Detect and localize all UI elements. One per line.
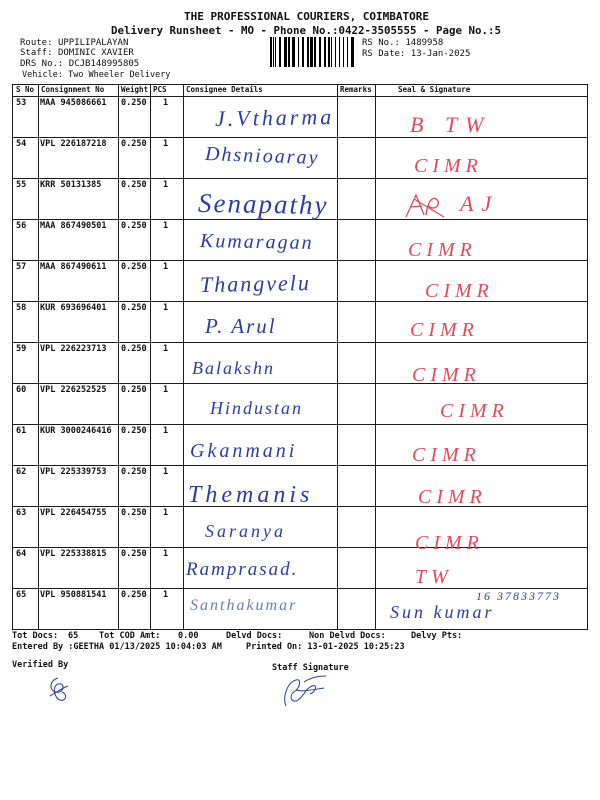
signature-cell — [375, 507, 587, 554]
consignment-no-cell: MAA 945086661 — [38, 97, 118, 137]
receiver-signature: CIMR — [408, 239, 477, 261]
company-title: THE PROFESSIONAL COURIERS, COIMBATORE — [184, 10, 430, 23]
barcode-bar — [307, 37, 309, 67]
column-header-weight: Weight — [118, 85, 150, 96]
signature-cell — [375, 220, 587, 260]
weight-cell: 0.250 — [118, 343, 150, 383]
pcs-cell: 1 — [150, 343, 183, 383]
table-row — [13, 383, 587, 424]
receiver-phone-note: 16 37833773 — [476, 589, 561, 603]
rs-date-label: RS Date: — [362, 49, 406, 59]
remarks-cell — [337, 466, 375, 506]
receiver-signature: CIMR — [415, 532, 484, 554]
consignee-name: Gkanmani — [190, 440, 298, 462]
rs-date-value: 13-Jan-2025 — [410, 49, 471, 59]
tot-docs-value: 65 — [68, 631, 79, 641]
table-row — [13, 260, 587, 301]
consignment-no-cell: VPL 226223713 — [38, 343, 118, 383]
receiver-signature: CIMR — [418, 486, 487, 508]
consignee-cell — [183, 589, 337, 629]
route-value: UPPILIPALAYAN — [57, 38, 129, 48]
entered-by: Entered By :GEETHA 01/13/2025 10:04:03 AM — [12, 642, 222, 652]
delvd-docs-label: Delvd Docs: — [226, 631, 283, 641]
table-row — [13, 178, 587, 219]
verified-by-label: Verified By — [12, 660, 69, 670]
rs-no-label: RS No.: — [362, 38, 400, 48]
staff-signature-label: Staff Signature — [272, 663, 349, 673]
consignee-name: Saranya — [205, 521, 286, 541]
weight-cell: 0.250 — [118, 507, 150, 547]
barcode-bar — [319, 37, 321, 67]
pcs-cell: 1 — [150, 302, 183, 342]
barcode-bar — [324, 37, 326, 67]
staff-value: DOMINIC XAVIER — [57, 48, 134, 58]
signature-cell — [375, 261, 587, 301]
table-row — [13, 424, 587, 465]
weight-cell: 0.250 — [118, 138, 150, 178]
column-header-pcs: PCS — [150, 85, 183, 96]
sno-cell: 63 — [16, 508, 27, 518]
pcs-cell: 1 — [150, 589, 183, 629]
remarks-cell — [337, 261, 375, 301]
barcode-bar — [284, 37, 287, 67]
sno-cell: 53 — [16, 98, 27, 108]
weight-cell: 0.250 — [118, 589, 150, 629]
barcode-bar — [273, 37, 274, 67]
table-row — [13, 342, 587, 386]
barcode-bar — [279, 37, 281, 67]
signature-cell — [375, 97, 587, 137]
rs-no-value: 1489958 — [405, 38, 444, 48]
barcode-bar — [339, 37, 340, 67]
remarks-cell — [337, 179, 375, 219]
pcs-cell: 1 — [150, 466, 183, 506]
barcode-bar — [335, 37, 336, 67]
consignment-no-cell: VPL 225338815 — [38, 548, 118, 588]
table-row — [13, 219, 587, 260]
receiver-signature: CIMR — [412, 364, 481, 386]
barcode-bar — [288, 37, 290, 67]
receiver-signature: B TW — [410, 112, 492, 137]
pcs-cell: 1 — [150, 179, 183, 219]
weight-cell: 0.250 — [118, 548, 150, 588]
consignment-no-cell: VPL 950881541 — [38, 589, 118, 629]
sno-cell: 64 — [16, 549, 27, 559]
barcode-bar — [310, 37, 313, 67]
pcs-cell: 1 — [150, 507, 183, 547]
consignee-cell — [183, 220, 337, 260]
consignment-no-cell: VPL 226252525 — [38, 384, 118, 424]
receiver-signature: CIMR — [440, 400, 509, 422]
staff-signature — [276, 670, 330, 710]
remarks-cell — [337, 97, 375, 137]
non-delvd-docs-label: Non Delvd Docs: — [309, 631, 386, 641]
remarks-cell — [337, 507, 375, 547]
drs-label: DRS No.: — [20, 59, 64, 69]
table-row — [13, 137, 587, 178]
barcode — [270, 37, 356, 67]
receiver-signature: TW — [415, 566, 453, 588]
barcode-bar — [275, 37, 276, 67]
signature-cell — [375, 138, 587, 178]
signature-cell — [375, 302, 587, 342]
table-row — [13, 465, 587, 506]
signature-cell — [375, 343, 587, 386]
sno-cell: 59 — [16, 344, 27, 354]
barcode-bar — [351, 37, 354, 67]
table-row — [13, 301, 587, 342]
barcode-bar — [270, 37, 272, 67]
table-row — [13, 96, 587, 137]
tot-cod-label: Tot COD Amt: — [99, 631, 161, 641]
consignment-no-cell: KRR 50131385 — [38, 179, 118, 219]
sno-cell: 54 — [16, 139, 27, 149]
consignee-cell — [183, 384, 337, 424]
consignee-cell — [183, 343, 337, 383]
column-header-signature: Seal & Signature — [375, 85, 587, 96]
weight-cell: 0.250 — [118, 425, 150, 465]
receiver-signature: AJ — [460, 191, 500, 216]
signature-cell — [375, 466, 587, 506]
consignment-no-cell: VPL 226454755 — [38, 507, 118, 547]
consignment-no-cell: VPL 226187218 — [38, 138, 118, 178]
barcode-bar — [347, 37, 348, 67]
consignee-name: Thangvelu — [199, 270, 312, 297]
pcs-cell: 1 — [150, 548, 183, 588]
signature-cell — [375, 384, 587, 424]
rs-date-line — [362, 49, 470, 60]
pcs-cell: 1 — [150, 97, 183, 137]
weight-cell: 0.250 — [118, 97, 150, 137]
barcode-bar — [343, 37, 344, 67]
consignee-cell — [183, 179, 337, 219]
consignee-name: Themanis — [188, 482, 314, 508]
sno-cell: 61 — [16, 426, 27, 436]
consignee-cell — [183, 507, 337, 547]
consignee-cell — [183, 97, 337, 137]
barcode-bar — [298, 37, 299, 67]
consignee-name: Balakshn — [192, 358, 275, 378]
pcs-cell: 1 — [150, 425, 183, 465]
route-label: Route: — [20, 38, 53, 48]
sno-cell: 55 — [16, 180, 27, 190]
consignee-name: Dhsnioaray — [204, 143, 320, 169]
sno-cell: 57 — [16, 262, 27, 272]
weight-cell: 0.250 — [118, 466, 150, 506]
barcode-bar — [328, 37, 330, 67]
column-header-sno: S No — [16, 85, 35, 94]
column-header-consignee: Consignee Details — [183, 85, 337, 96]
sno-cell: 62 — [16, 467, 27, 477]
column-header-consignment: Consignment No — [38, 85, 118, 96]
signature-cell — [375, 548, 587, 588]
consignment-no-cell: VPL 225339753 — [38, 466, 118, 506]
rs-no-line — [362, 38, 443, 49]
tot-docs-label: Tot Docs: — [12, 631, 59, 641]
consignee-name: Hindustan — [210, 398, 304, 418]
remarks-cell — [337, 589, 375, 629]
vehicle-line — [22, 70, 170, 81]
remarks-cell — [337, 384, 375, 424]
drs-value: DCJB148995805 — [68, 59, 140, 69]
consignee-cell — [183, 466, 337, 506]
verifier-signature — [44, 674, 72, 704]
remarks-cell — [337, 343, 375, 383]
vehicle-label: Vehicle: — [22, 70, 63, 80]
consignee-name: Ramprasad. — [186, 559, 299, 580]
consignee-cell — [183, 261, 337, 301]
weight-cell: 0.250 — [118, 220, 150, 260]
barcode-bar — [292, 37, 295, 67]
table-header-row — [13, 85, 587, 96]
runsheet-table — [12, 84, 588, 630]
barcode-bar — [331, 37, 332, 67]
consignee-name: J.Vtharma — [214, 103, 335, 132]
pcs-cell: 1 — [150, 220, 183, 260]
table-row — [13, 588, 587, 629]
consignment-no-cell: MAA 867490501 — [38, 220, 118, 260]
consignment-no-cell: MAA 867490611 — [38, 261, 118, 301]
signature-scribble — [404, 191, 452, 221]
signature-cell — [375, 179, 587, 219]
remarks-cell — [337, 220, 375, 260]
remarks-cell — [337, 302, 375, 342]
column-header-remarks: Remarks — [337, 85, 375, 96]
weight-cell: 0.250 — [118, 384, 150, 424]
printed-on: Printed On: 13-01-2025 10:25:23 — [246, 642, 405, 652]
vehicle-value: Two Wheeler Delivery — [68, 70, 171, 80]
weight-cell: 0.250 — [118, 179, 150, 219]
sno-cell: 60 — [16, 385, 27, 395]
sno-cell: 58 — [16, 303, 27, 313]
consignee-cell — [183, 425, 337, 465]
consignee-name: P. Arul — [205, 314, 277, 338]
pcs-cell: 1 — [150, 384, 183, 424]
consignee-cell — [183, 548, 337, 588]
staff-line — [20, 48, 134, 59]
consignee-name: Kumaragan — [199, 230, 314, 254]
receiver-signature: CIMR — [410, 319, 479, 341]
consignee-name: Senapathy — [197, 187, 329, 221]
sno-cell: 56 — [16, 221, 27, 231]
receiver-signature: CIMR — [412, 444, 481, 466]
table-row — [13, 547, 587, 588]
barcode-bar — [314, 37, 316, 67]
consignee-cell — [183, 302, 337, 342]
receiver-signature: CIMR — [425, 280, 494, 302]
receiver-signature: CIMR — [414, 155, 483, 177]
signature-cell — [375, 425, 587, 465]
remarks-cell — [337, 425, 375, 465]
remarks-cell — [337, 548, 375, 588]
tot-cod-value: 0.00 — [178, 631, 199, 641]
consignee-name: Santhakumar — [190, 597, 298, 614]
runsheet-subtitle: Delivery Runsheet - MO - Phone No.:0422-3505555 - Page No.:5 — [111, 24, 502, 37]
drs-line — [20, 59, 139, 70]
staff-label: Staff: — [20, 48, 53, 58]
pcs-cell: 1 — [150, 261, 183, 301]
consignee-cell — [183, 138, 337, 178]
sno-cell: 65 — [16, 590, 27, 600]
weight-cell: 0.250 — [118, 302, 150, 342]
remarks-cell — [337, 138, 375, 178]
consignment-no-cell: KUR 693696401 — [38, 302, 118, 342]
weight-cell: 0.250 — [118, 261, 150, 301]
barcode-bar — [302, 37, 304, 67]
consignment-no-cell: KUR 3000246416 — [38, 425, 118, 465]
pcs-cell: 1 — [150, 138, 183, 178]
receiver-signature: Sun kumar — [390, 602, 495, 622]
delvy-pts-label: Delvy Pts: — [411, 631, 463, 641]
signature-cell — [375, 589, 587, 629]
